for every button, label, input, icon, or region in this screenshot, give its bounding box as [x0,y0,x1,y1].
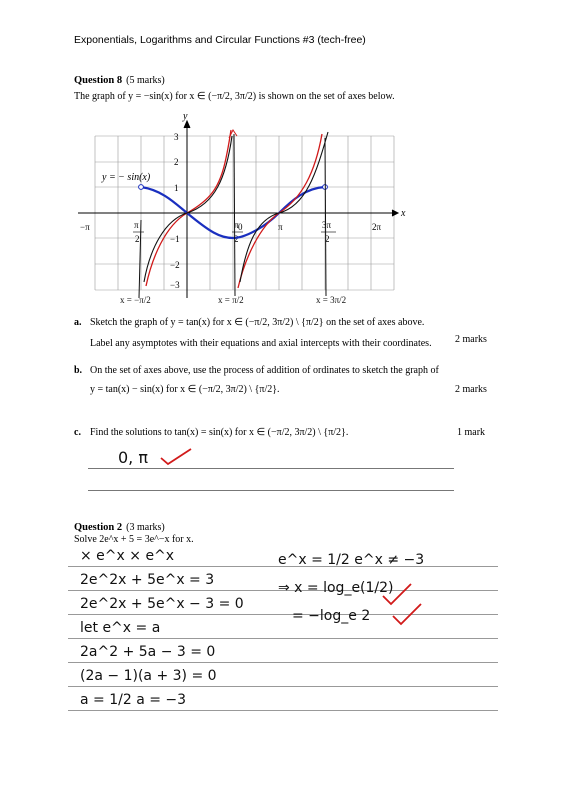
y-tick-label: −3 [170,280,180,290]
y-tick-label: 3 [174,132,179,142]
y-tick-label: −1 [170,234,180,244]
svg-text:2: 2 [135,234,140,244]
asymptote-annotation [120,295,346,305]
y-axis-label: y [183,111,188,122]
page-header: Exponentials, Logarithms and Circular Functions #3 (tech-free) [74,34,366,46]
y-tick-label: 1 [174,183,179,193]
part-b-line2: y = tan(x) − sin(x) for x ∈ (−π/2, 3π/2) \ {π/2}. [90,384,280,395]
curve-label: y = − sin(x) [102,172,151,183]
x-tick-label: 2π [372,222,382,232]
part-a-marks: 2 marks [455,334,487,345]
red-tick-icon [390,602,424,628]
question-title: Question 8 [74,75,123,86]
part-b-marks: 2 marks [455,384,487,395]
svg-text:π: π [134,220,139,230]
svg-text:x = −π/2: x = −π/2 [120,295,151,305]
open-endpoint [139,185,144,190]
svg-text:x = 3π/2: x = 3π/2 [316,295,347,305]
part-c-handwritten-answer: 0, π [118,448,148,467]
part-a-label: a. [74,317,82,328]
part-a-line1: Sketch the graph of y = tan(x) for x ∈ (−π/2, 3π/2) \ {π/2} on the set of axes above. [90,317,425,328]
tan-minus-sin-sketch-1 [144,136,232,282]
question-8-heading [74,70,165,88]
x-tick-three-half-pi [321,220,336,244]
question-marks: (3 marks) [126,522,165,533]
handwritten-working-right: e^x = 1/2 e^x ≠ −3 ⇒ x = log_e(1/2) = −log_e 2 [278,552,425,624]
tan-sketch-branch-1 [146,130,231,286]
svg-text:2: 2 [234,234,239,244]
part-c-marks: 1 mark [457,427,486,438]
x-axis-label: x [401,208,406,219]
y-tick-label: −2 [170,260,180,270]
y-tick-label: 2 [174,157,179,167]
x-tick-label: π [278,222,283,232]
part-a-line2: Label any asymptotes with their equations and axial intercepts with their coordinates. [90,338,432,349]
question-2-heading [74,517,165,535]
question-2-prompt: Solve 2e^x + 5 = 3e^−x for x. [74,534,194,545]
handwritten-working-left: × e^x × e^x 2e^2x + 5e^x = 3 2e^2x + 5e^x − 3 = 0 let e^x = a 2a^2 + 5a − 3 = 0 (2a − 1)(a + 3) = 0 a = 1/2 a = −3 [80,548,244,708]
question-8-intro: The graph of y = −sin(x) for x ∈ (−π/2, 3π/2) is shown on the set of axes below. [74,91,395,102]
x-tick-label: −π [80,222,90,232]
part-b-line1: On the set of axes above, use the process of addition of ordinates to sketch the graph of [90,365,439,376]
handwritten-asymptotes [139,130,326,298]
svg-text:π: π [234,220,239,230]
part-c-label: c. [74,427,81,438]
part-b-label: b. [74,365,83,376]
question-title: Question 2 [74,522,123,533]
red-tick-icon [158,446,194,466]
answer-line [88,490,454,491]
graph [70,108,430,314]
part-c-line1: Find the solutions to tan(x) = sin(x) for x ∈ (−π/2, 3π/2) \ {π/2}. [90,427,349,438]
answer-line [88,468,454,469]
svg-text:x = π/2: x = π/2 [218,295,244,305]
svg-text:3π: 3π [322,220,332,230]
svg-text:2: 2 [325,234,330,244]
x-tick-neg-half-pi [133,220,144,244]
question-marks: (5 marks) [126,75,165,86]
axes [78,121,398,298]
x-tick-label: 0 [238,222,243,232]
